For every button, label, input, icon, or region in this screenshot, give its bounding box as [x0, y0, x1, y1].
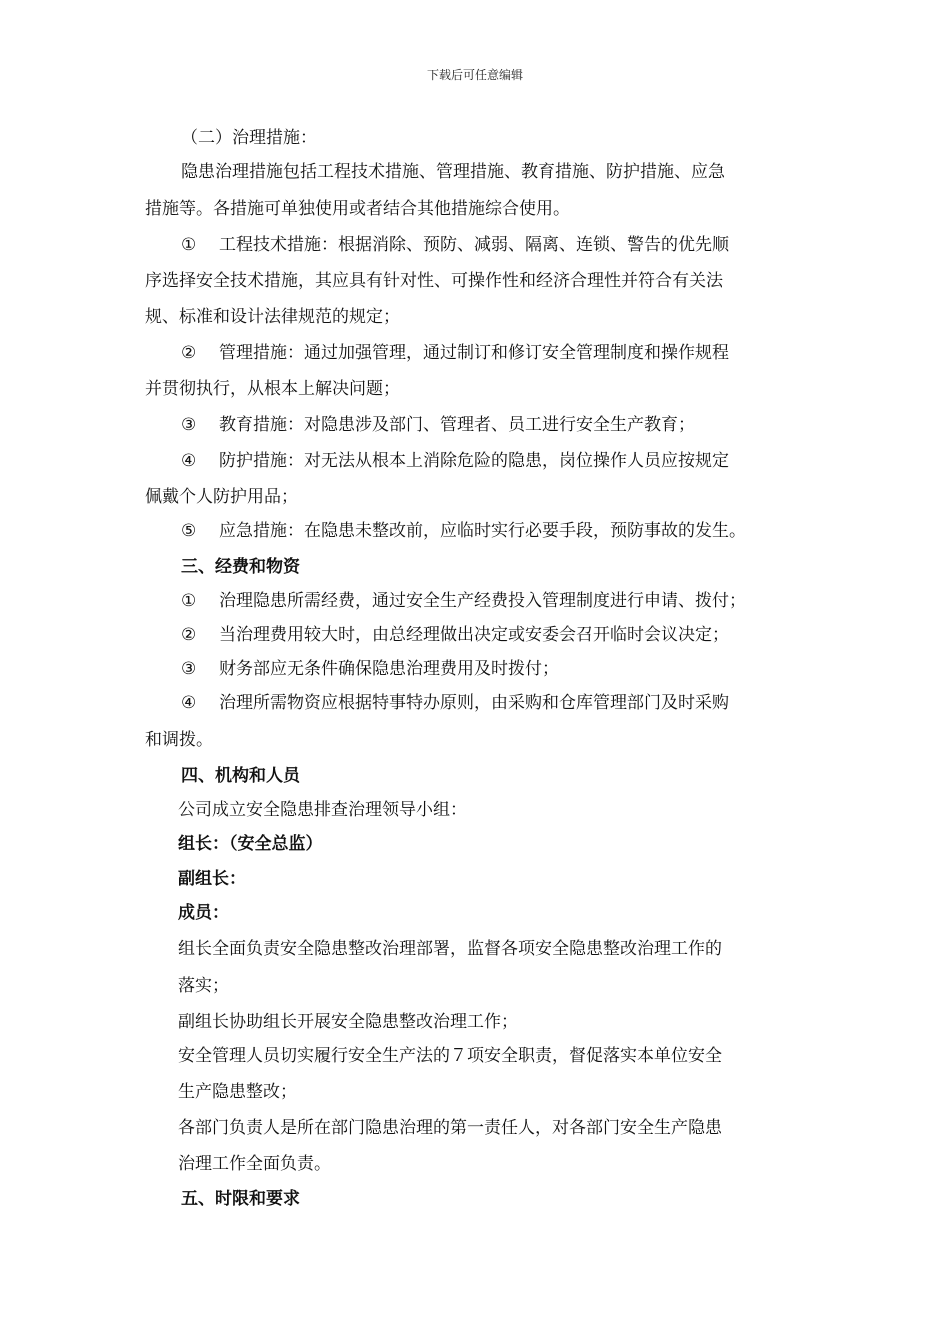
list-number: ④	[181, 693, 197, 713]
section-heading: （二）治理措施：	[181, 128, 317, 148]
paragraph-line: 落实；	[178, 976, 229, 996]
paragraph-line: 组长全面负责安全隐患整改治理部署，监督各项安全隐患整改治理工作的	[178, 939, 722, 959]
list-item	[181, 624, 729, 646]
paragraph-line: 措施等。各措施可单独使用或者结合其他措施综合使用。	[145, 199, 570, 219]
section-heading: 五、时限和要求	[181, 1189, 300, 1209]
page-header: 下载后可任意编辑	[426, 68, 523, 82]
paragraph-line: 各部门负责人是所在部门隐患治理的第一责任人，对各部门安全生产隐患	[178, 1118, 722, 1138]
list-number: ③	[181, 415, 197, 435]
list-text: 应急措施：在隐患未整改前，应临时实行必要手段，预防事故的发生。	[219, 521, 746, 541]
list-item	[181, 342, 729, 364]
list-text: 财务部应无条件确保隐患治理费用及时拨付；	[219, 659, 559, 679]
list-text: 治理所需物资应根据特事特办原则，由采购和仓库管理部门及时采购	[219, 693, 729, 713]
list-item	[181, 692, 729, 714]
members-line: 成员：	[178, 903, 229, 923]
list-number: ②	[181, 625, 197, 645]
paragraph-line: 治理工作全面负责。	[178, 1154, 331, 1174]
deputy-line: 副组长：	[178, 869, 246, 889]
paragraph-line: 隐患治理措施包括工程技术措施、管理措施、教育措施、防护措施、应急	[181, 162, 725, 182]
list-item	[181, 520, 746, 542]
list-text: 工程技术措施：根据消除、预防、减弱、隔离、连锁、警告的优先顺	[219, 235, 729, 255]
list-text: 防护措施：对无法从根本上消除危险的隐患，岗位操作人员应按规定	[219, 451, 729, 471]
paragraph-line: 并贯彻执行，从根本上解决问题；	[145, 379, 400, 399]
paragraph-line: 序选择安全技术措施，其应具有针对性、可操作性和经济合理性并符合有关法	[145, 271, 723, 291]
section-heading: 四、机构和人员	[181, 766, 300, 786]
paragraph-line: 和调拨。	[145, 730, 213, 750]
list-item	[181, 590, 746, 612]
list-number: ①	[181, 235, 197, 255]
list-item	[181, 234, 729, 256]
leader-line: 组长：（安全总监）	[178, 834, 323, 854]
list-text: 教育措施：对隐患涉及部门、管理者、员工进行安全生产教育；	[219, 415, 695, 435]
list-number: ⑤	[181, 521, 197, 541]
list-item	[181, 658, 559, 680]
list-number: ③	[181, 659, 197, 679]
list-text: 治理隐患所需经费，通过安全生产经费投入管理制度进行申请、拨付；	[219, 591, 746, 611]
paragraph-line: 安全管理人员切实履行安全生产法的７项安全职责，督促落实本单位安全	[178, 1046, 722, 1066]
paragraph-line: 副组长协助组长开展安全隐患整改治理工作；	[178, 1012, 518, 1032]
paragraph-line: 规、标准和设计法律规范的规定；	[145, 307, 400, 327]
list-item	[181, 414, 695, 436]
paragraph-line: 佩戴个人防护用品；	[145, 487, 298, 507]
list-number: ②	[181, 343, 197, 363]
list-text: 管理措施：通过加强管理，通过制订和修订安全管理制度和操作规程	[219, 343, 729, 363]
paragraph-line: 生产隐患整改；	[178, 1082, 297, 1102]
list-number: ④	[181, 451, 197, 471]
list-number: ①	[181, 591, 197, 611]
section-heading: 三、经费和物资	[181, 557, 300, 577]
list-item	[181, 450, 729, 472]
paragraph-line: 公司成立安全隐患排查治理领导小组：	[178, 800, 467, 820]
list-text: 当治理费用较大时，由总经理做出决定或安委会召开临时会议决定；	[219, 625, 729, 645]
